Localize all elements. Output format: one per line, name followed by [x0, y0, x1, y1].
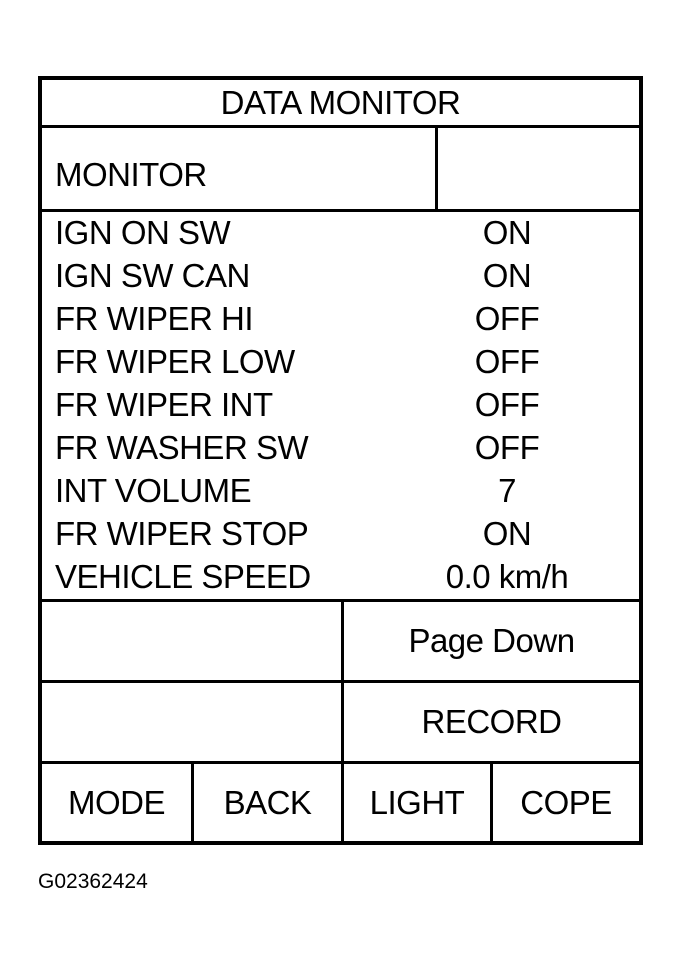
monitor-header-row: [42, 128, 639, 212]
cope-label: COPE: [520, 783, 612, 821]
data-monitor-screen: [38, 76, 643, 845]
function-key-row: [42, 764, 639, 841]
data-item-list: [42, 212, 639, 602]
data-item-row: [42, 300, 639, 343]
cope-button[interactable]: [493, 764, 639, 841]
back-button[interactable]: [194, 764, 341, 841]
data-item-row: [42, 214, 639, 257]
record-button[interactable]: [344, 683, 639, 761]
data-item-name: IGN ON SW: [55, 214, 231, 251]
data-item-value: OFF: [474, 429, 540, 466]
light-button[interactable]: [344, 764, 490, 841]
monitor-label: MONITOR: [55, 156, 207, 193]
record-label: RECORD: [421, 703, 562, 740]
record-row: [42, 683, 639, 764]
data-item-value: ON: [482, 515, 532, 552]
data-item-value: 0.0 km/h: [445, 558, 569, 595]
data-item-name: FR WIPER LOW: [55, 343, 295, 380]
screen-title-text: DATA MONITOR: [220, 83, 461, 121]
data-item-row: [42, 343, 639, 386]
data-item-value: OFF: [474, 300, 540, 337]
data-item-row: [42, 515, 639, 558]
data-item-row: [42, 257, 639, 300]
data-item-row: [42, 558, 639, 601]
data-item-name: FR WIPER HI: [55, 300, 253, 337]
data-item-name: FR WIPER INT: [55, 386, 273, 423]
data-item-row: [42, 386, 639, 429]
data-item-row: [42, 472, 639, 515]
page-down-label: Page Down: [408, 622, 575, 659]
monitor-right-cell: [438, 128, 639, 209]
data-item-value: ON: [482, 257, 532, 294]
screen-title: [42, 80, 639, 128]
mode-button[interactable]: [42, 764, 191, 841]
data-item-name: INT VOLUME: [55, 472, 252, 509]
data-item-value: ON: [482, 214, 532, 251]
back-label: BACK: [223, 783, 312, 821]
data-item-name: FR WIPER STOP: [55, 515, 309, 552]
data-item-value: 7: [498, 472, 516, 509]
light-label: LIGHT: [369, 783, 465, 821]
data-item-name: IGN SW CAN: [55, 257, 250, 294]
data-item-value: OFF: [474, 343, 540, 380]
page-down-row: [42, 602, 639, 683]
data-item-value: OFF: [474, 386, 540, 423]
data-item-name: VEHICLE SPEED: [55, 558, 311, 595]
empty-left-cell-1: [42, 602, 341, 680]
data-item-name: FR WASHER SW: [55, 429, 309, 466]
data-item-row: [42, 429, 639, 472]
mode-label: MODE: [68, 783, 165, 821]
empty-left-cell-2: [42, 683, 341, 761]
page-down-button[interactable]: [344, 602, 639, 680]
figure-id: G02362424: [38, 870, 148, 893]
